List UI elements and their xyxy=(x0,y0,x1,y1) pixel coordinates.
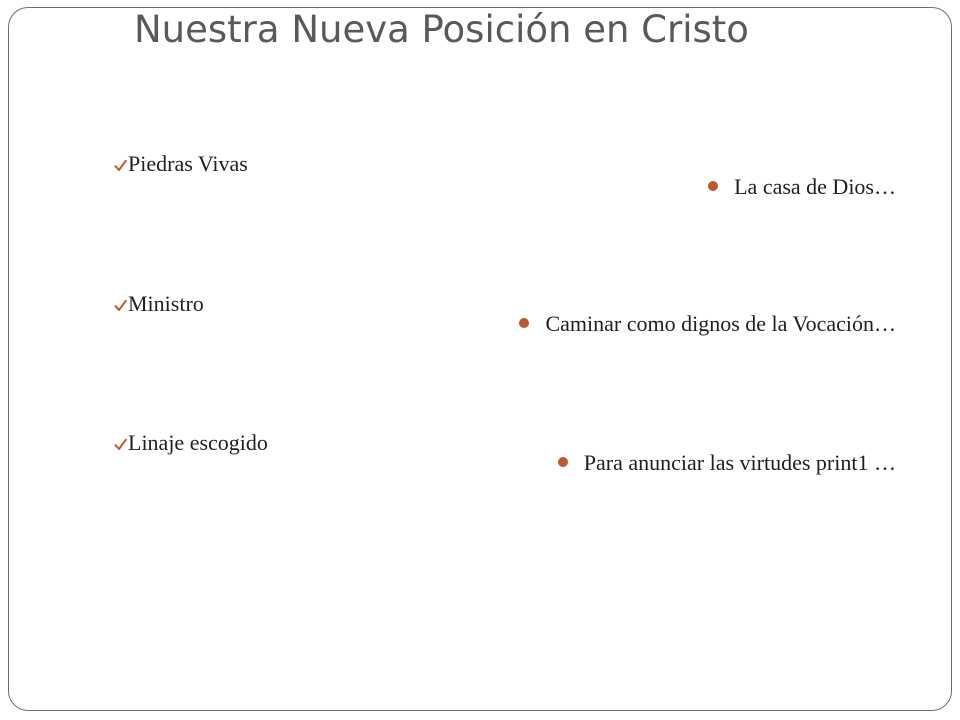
check-icon xyxy=(114,299,127,312)
bullet-item-label: Caminar como dignos de la Vocación… xyxy=(545,311,896,336)
checklist-item-ministro xyxy=(114,291,204,317)
checklist-item-label: Linaje escogido xyxy=(128,430,268,455)
bullet-icon xyxy=(558,457,568,467)
checklist-item-piedras-vivas xyxy=(114,151,248,177)
check-icon xyxy=(114,159,127,172)
check-icon xyxy=(114,438,127,451)
bullet-item-casa-de-dios xyxy=(708,173,896,201)
bullet-item-anunciar-virtudes xyxy=(558,449,896,477)
slide-title: Nuestra Nueva Posición en Cristo xyxy=(134,8,749,51)
bullet-item-caminar-como-dignos xyxy=(519,310,896,338)
bullet-icon xyxy=(519,318,529,328)
checklist-item-label: Ministro xyxy=(128,291,204,316)
bullet-icon xyxy=(708,181,718,191)
bullet-item-label: La casa de Dios… xyxy=(734,174,896,199)
slide-frame xyxy=(8,7,952,711)
bullet-item-label: Para anunciar las virtudes print1 … xyxy=(583,450,896,475)
checklist-item-label: Piedras Vivas xyxy=(128,151,248,176)
checklist-item-linaje-escogido xyxy=(114,430,268,456)
